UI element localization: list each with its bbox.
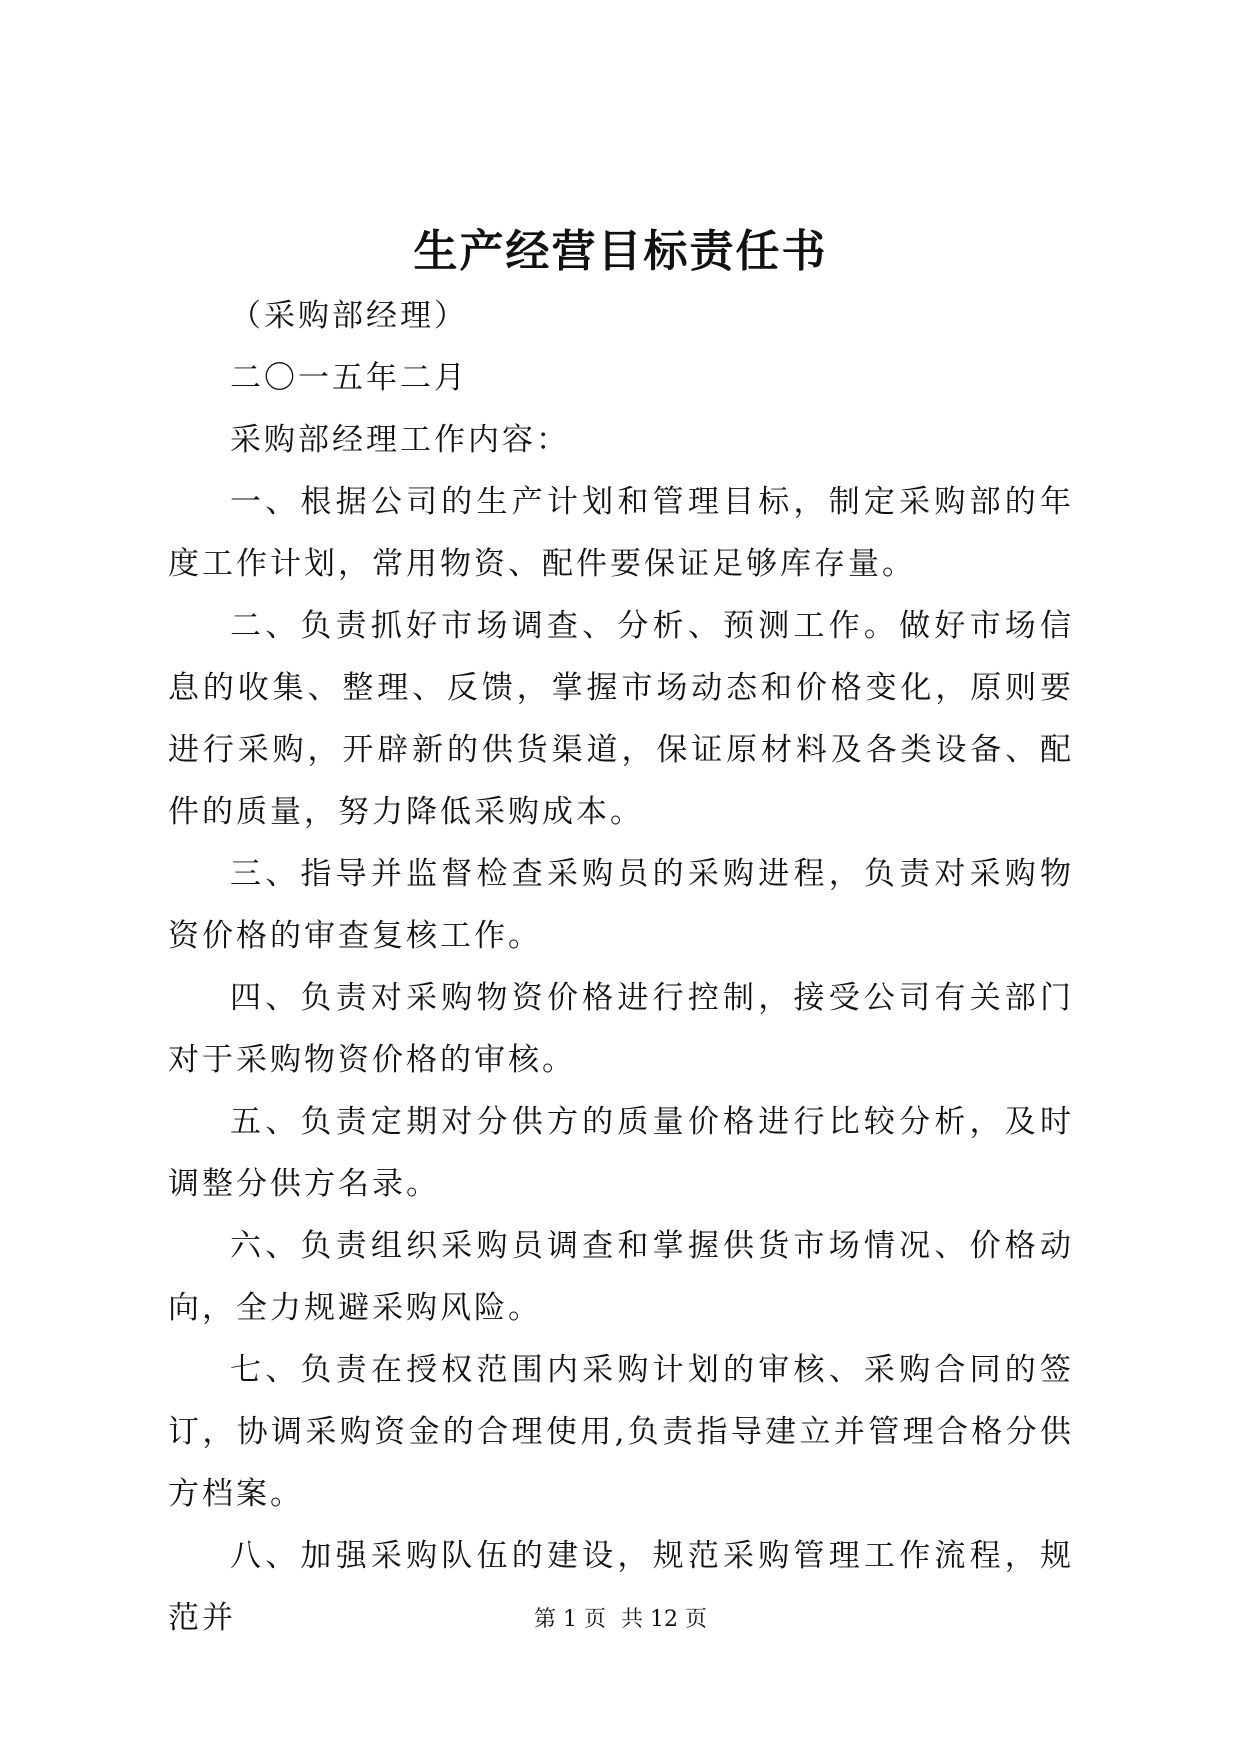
item-paragraph: 七、负责在授权范围内采购计划的审核、采购合同的签订，协调采购资金的合理使用,负责指导建立并管理合格分供方档案。	[168, 1352, 1074, 1512]
item-paragraph: 四、负责对采购物资价格进行控制，接受公司有关部门对于采购物资价格的审核。	[168, 980, 1074, 1078]
item-paragraph: 五、负责定期对分供方的质量价格进行比较分析，及时调整分供方名录。	[168, 1104, 1074, 1202]
document-body	[168, 285, 1074, 1649]
document-title: 生产经营目标责任书	[413, 226, 828, 277]
subtitle-paragraph: （采购部经理）	[230, 298, 468, 334]
page-total: 共 12 页	[621, 1607, 707, 1632]
page-footer	[0, 1605, 1241, 1635]
item-paragraph: 二、负责抓好市场调查、分析、预测工作。做好市场信息的收集、整理、反馈，掌握市场动态和价格变化，原则要进行采购，开辟新的供货渠道，保证原材料及各类设备、配件的质量，努力降低采购成本。	[168, 608, 1074, 830]
page-number: 第 1 页	[534, 1607, 606, 1632]
item-paragraph: 八、加强采购队伍的建设，规范采购管理工作流程，规范并	[168, 1538, 1074, 1636]
date-paragraph: 二〇一五年二月	[230, 360, 468, 396]
item-paragraph: 六、负责组织采购员调查和掌握供货市场情况、价格动向，全力规避采购风险。	[168, 1228, 1074, 1326]
item-paragraph: 一、根据公司的生产计划和管理目标，制定采购部的年度工作计划，常用物资、配件要保证足够库存量。	[168, 484, 1074, 582]
item-paragraph: 三、指导并监督检查采购员的采购进程，负责对采购物资价格的审查复核工作。	[168, 856, 1074, 954]
section-heading: 采购部经理工作内容：	[230, 422, 570, 458]
